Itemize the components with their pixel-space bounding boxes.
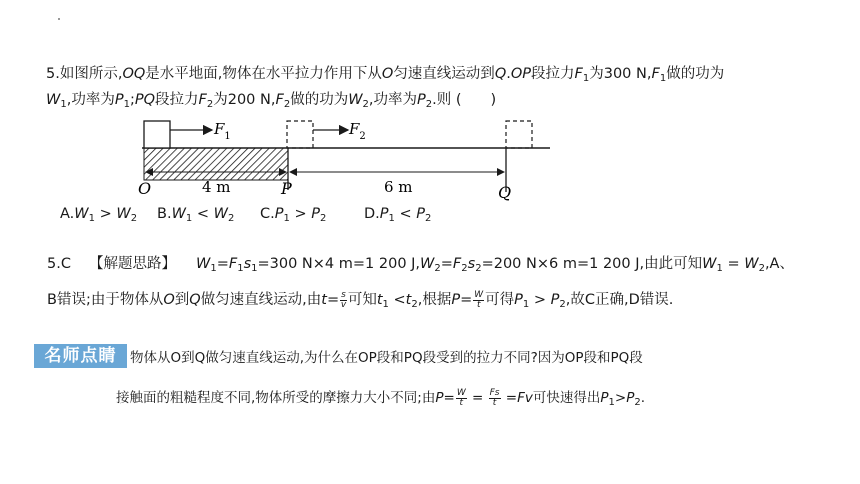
var-f: F: [651, 66, 660, 82]
var-w: W: [744, 256, 759, 272]
label-q: Q: [498, 183, 512, 202]
text: 可快速得出: [532, 390, 601, 406]
subscript: 2: [425, 99, 433, 110]
var-f: F: [198, 92, 207, 108]
denominator: v: [340, 299, 347, 310]
var-fv: Fv: [517, 390, 533, 406]
var-o: O: [163, 292, 175, 308]
var-o: O: [381, 66, 394, 82]
text: 做匀速直线运动,由: [200, 292, 322, 308]
subscript: 1: [659, 73, 667, 84]
text: ,功率为: [66, 92, 115, 108]
subscript: 2: [425, 213, 432, 224]
var-f: F: [452, 256, 462, 272]
text: =200 N×6 m=1 200 J,由此可知: [481, 256, 703, 272]
operator: <: [192, 206, 214, 222]
text: .则 ( ): [432, 92, 497, 108]
text: .: [506, 66, 511, 82]
text: 为300 N,: [589, 66, 652, 82]
var: P: [379, 206, 389, 222]
subscript: 2: [634, 397, 641, 408]
var-w: W: [195, 256, 211, 272]
option-letter: D.: [364, 206, 380, 222]
subscript: 2: [461, 263, 468, 274]
answer-line-1: [47, 254, 794, 279]
var-p: P: [550, 292, 560, 308]
subscript: 2: [475, 263, 482, 274]
var-p: P: [600, 390, 609, 406]
text: 段拉力: [531, 66, 575, 82]
slide-dot: [58, 18, 60, 20]
option-b: [157, 206, 234, 224]
text: 是水平地面,物体在水平拉力作用下从: [145, 66, 382, 82]
var-p: P: [417, 92, 426, 108]
var-f: F: [228, 256, 238, 272]
text: =: [443, 390, 455, 406]
text: 做的功为: [290, 92, 349, 108]
text: =: [722, 256, 745, 272]
label-f1: $F_1$: [214, 120, 231, 142]
subscript: 1: [60, 99, 67, 110]
block-at-p: [287, 121, 313, 148]
option-letter: C.: [260, 206, 275, 222]
text: 可得: [485, 292, 515, 308]
text: =300 N×4 m=1 200 J,: [257, 256, 421, 272]
operator: >: [289, 206, 312, 222]
block-at-o: [144, 121, 170, 148]
label-f2: $F_2$: [349, 120, 366, 142]
var-t: t: [321, 292, 327, 308]
option-letter: A.: [60, 206, 75, 222]
operator: <: [394, 206, 417, 222]
var-p: P: [435, 390, 444, 406]
fraction-w-over-t: [473, 291, 484, 310]
rough-surface: [144, 148, 288, 180]
answer-line-2: [47, 290, 673, 315]
numerator: W: [456, 387, 466, 398]
var-w: W: [702, 256, 717, 272]
var: P: [311, 206, 320, 222]
text: =: [467, 390, 488, 406]
subscript: 2: [228, 213, 235, 224]
text: .: [640, 390, 646, 406]
var-pq: PQ: [134, 92, 156, 108]
subscript: 2: [206, 99, 214, 110]
text: 可知: [347, 292, 377, 308]
subscript: 1: [388, 213, 395, 224]
var-s: s: [243, 256, 252, 272]
subscript: 1: [123, 99, 130, 110]
var-f: F: [574, 66, 583, 82]
text: 段拉力: [155, 92, 199, 108]
subscript: 2: [283, 99, 291, 110]
subscript: 1: [283, 213, 290, 224]
var: W: [74, 206, 89, 222]
subscript: 1: [251, 263, 258, 274]
var-op: OP: [510, 66, 532, 82]
answer-heading: 【解题思路】: [88, 256, 176, 272]
subscript: 2: [434, 263, 441, 274]
numerator: s: [341, 289, 346, 300]
subscript: 1: [382, 299, 389, 310]
physics-diagram: [130, 110, 560, 205]
tip-line-1: 物体从O到Q做匀速直线运动,为什么在OP段和PQ段受到的拉力不同?因为OP段和PQ段: [130, 350, 643, 366]
text: =: [440, 256, 453, 272]
var: W: [171, 206, 186, 222]
text: 做的功为: [666, 66, 725, 82]
var-t: t: [405, 292, 412, 308]
block-at-q: [506, 121, 532, 148]
text: ,故C正确,D错误.: [565, 292, 674, 308]
label-6m: 6 m: [384, 178, 413, 196]
var-q: Q: [189, 292, 201, 308]
subscript: 1: [608, 397, 615, 408]
subscript: 2: [758, 263, 765, 274]
var: W: [116, 206, 131, 222]
option-d: [364, 206, 431, 224]
subscript: 2: [411, 299, 418, 310]
text: 接触面的粗糙程度不同,物体所受的摩擦力大小不同;由: [116, 390, 436, 406]
text: =: [216, 256, 229, 272]
label-o: O: [138, 179, 152, 198]
var: P: [274, 206, 284, 222]
subscript: 1: [522, 299, 530, 310]
text: =: [460, 292, 473, 308]
answer-label: 5.C: [47, 256, 71, 272]
subscript: 1: [185, 213, 193, 224]
var-w: W: [348, 92, 363, 108]
text: ;: [129, 92, 135, 108]
question-line-1: [46, 64, 724, 89]
fraction-w-over-t: [456, 389, 467, 408]
text: =: [501, 390, 518, 406]
subscript: 1: [582, 73, 590, 84]
text: <: [388, 292, 406, 308]
text: ,A、: [764, 256, 794, 272]
option-letter: B.: [157, 206, 172, 222]
label-4m: 4 m: [202, 178, 231, 196]
tip-line-2: [116, 388, 645, 413]
denominator: t: [459, 397, 464, 408]
var-oq: OQ: [122, 66, 146, 82]
subscript: 1: [88, 213, 95, 224]
var-q: Q: [494, 66, 507, 82]
denominator: t: [476, 299, 481, 310]
var: P: [416, 206, 426, 222]
var-p: P: [114, 92, 124, 108]
operator: >: [95, 206, 117, 222]
text: >: [614, 390, 627, 406]
denominator: t: [492, 397, 497, 408]
text: ,功率为: [368, 92, 418, 108]
text: 到: [174, 292, 190, 308]
option-a: [60, 206, 137, 224]
var: W: [213, 206, 228, 222]
var-t: t: [376, 292, 383, 308]
fraction-fs-over-t: [489, 389, 501, 408]
var-w: W: [420, 256, 435, 272]
subscript: 1: [210, 263, 217, 274]
text: =: [326, 292, 340, 308]
text: ,根据: [417, 292, 452, 308]
var-p: P: [514, 292, 523, 308]
fraction-s-over-v: [340, 291, 347, 310]
subscript: 2: [559, 299, 566, 310]
var-p: P: [451, 292, 461, 308]
text: 匀速直线运动到: [393, 66, 495, 82]
label-p: P: [281, 179, 292, 198]
text: B错误;由于物体从: [47, 292, 164, 308]
var-p: P: [626, 390, 635, 406]
subscript: 1: [716, 263, 723, 274]
text: >: [529, 292, 551, 308]
subscript: 2: [130, 213, 138, 224]
numerator: Fs: [489, 387, 500, 398]
var-f: F: [275, 92, 284, 108]
numerator: W: [474, 289, 484, 300]
var-w: W: [46, 92, 61, 108]
option-c: [260, 206, 326, 224]
var-s: s: [467, 256, 476, 272]
subscript: 2: [362, 99, 369, 110]
subscript: 2: [319, 213, 327, 224]
subscript: 1: [237, 263, 244, 274]
tip-badge: 名师点睛: [34, 344, 127, 368]
text: 为200 N,: [213, 92, 276, 108]
text: 5.如图所示,: [46, 66, 123, 82]
